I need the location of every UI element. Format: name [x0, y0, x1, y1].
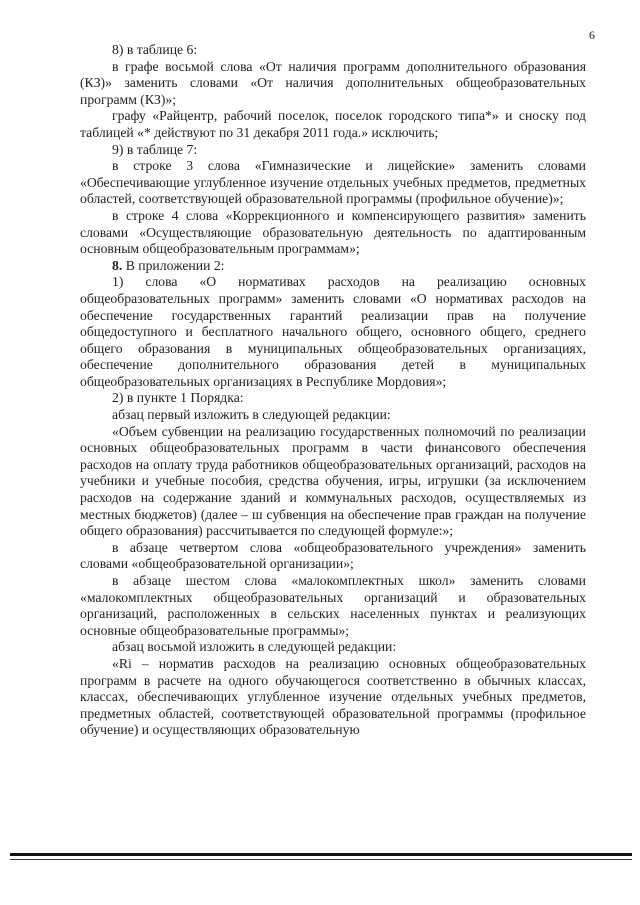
- section-heading-8: [80, 258, 586, 275]
- paragraph-ri-definition: «Ri – норматив расходов на реализацию основных общеобразовательных программ в расчете на одного обучающегося соответственно в обычных классах, классах, обеспечивающих углубленное изучение отдельных учебных предметов, предметных областей, соответствующей образовательной программы (профильное обучение) и осуществляющих образовательную: [80, 655, 586, 738]
- paragraph-table6-column8: в графе восьмой слова «От наличия программ дополнительного образования (КЗ)» заменить словами «От наличия дополнительных общеобразовательных программ (КЗ)»;: [80, 58, 586, 107]
- paragraph-subvention-formula: «Объем субвенции на реализацию государственных полномочий по реализации основных общеобразовательных программ в части финансового обеспечения расходов на оплату труда работников общеобразовательных организаций, расходов на учебники и учебные пособия, средства обучения, игры, игрушки (за исключением расходов на содержание зданий и коммунальных расходов, осуществляемых из местных бюджетов) (далее – ш субвенция на обеспечение прав граждан на получение общего образования) рассчитывается по следующей формуле:»;: [80, 423, 586, 539]
- paragraph-table6-raicenter: графу «Райцентр, рабочий поселок, поселок городского типа*» и сноску под таблицей «* действуют по 31 декабря 2011 года.» исключить;: [80, 108, 586, 140]
- paragraph-table7-row3: в строке 3 слова «Гимназические и лицейские» заменить словами «Обеспечивающие углубленное изучение отдельных учебных предметов, предметных областей, соответствующей образовательной программы (профильное обучение)»;: [80, 158, 586, 207]
- document-body: [80, 42, 586, 739]
- page-number: 6: [589, 28, 595, 42]
- paragraph-first-abzac: абзац первый изложить в следующей редакции:: [112, 407, 391, 423]
- paragraph-fourth-abzac: в абзаце четвертом слова «общеобразовательного учреждения» заменить словами «общеобразовательной организации»;: [80, 539, 586, 572]
- footer-divider-thin: [10, 859, 632, 860]
- paragraph-table7-row4: в строке 4 слова «Коррекционного и компенсирующего развития» заменить словами «Осуществляющие образовательную деятельность по адаптированным основным общеобразовательным программам»;: [80, 207, 586, 257]
- paragraph-appendix2-item1: 1) слова «О нормативах расходов на реализацию основных общеобразовательных программ» заменить словами «О нормативах расходов на обеспечение государственных гарантий реализации прав на получение общедоступного и бесплатного начального общего, основного общего, среднего общего образования в муниципальных общеобразовательных организациях, обеспечение дополнительного образования детей в муниципальных общеобразовательных организациях в Республике Мордовия»;: [80, 274, 586, 389]
- paragraph-item-9: 9) в таблице 7:: [112, 141, 198, 157]
- paragraph-item-8: 8) в таблице 6:: [112, 42, 198, 57]
- paragraph-eighth-abzac: абзац восьмой изложить в следующей редакции:: [112, 639, 397, 655]
- section-title: В приложении 2:: [122, 257, 225, 273]
- footer-divider: [10, 853, 632, 856]
- paragraph-appendix2-item2: 2) в пункте 1 Порядка:: [112, 390, 244, 406]
- section-number: 8.: [112, 257, 123, 273]
- paragraph-sixth-abzac: в абзаце шестом слова «малокомплектных школ» заменить словами «малокомплектных общеобразовательных организаций и образовательных организаций, расположенных в сельских населенных пунктах и реализующих основные общеобразовательные программы»;: [80, 573, 586, 638]
